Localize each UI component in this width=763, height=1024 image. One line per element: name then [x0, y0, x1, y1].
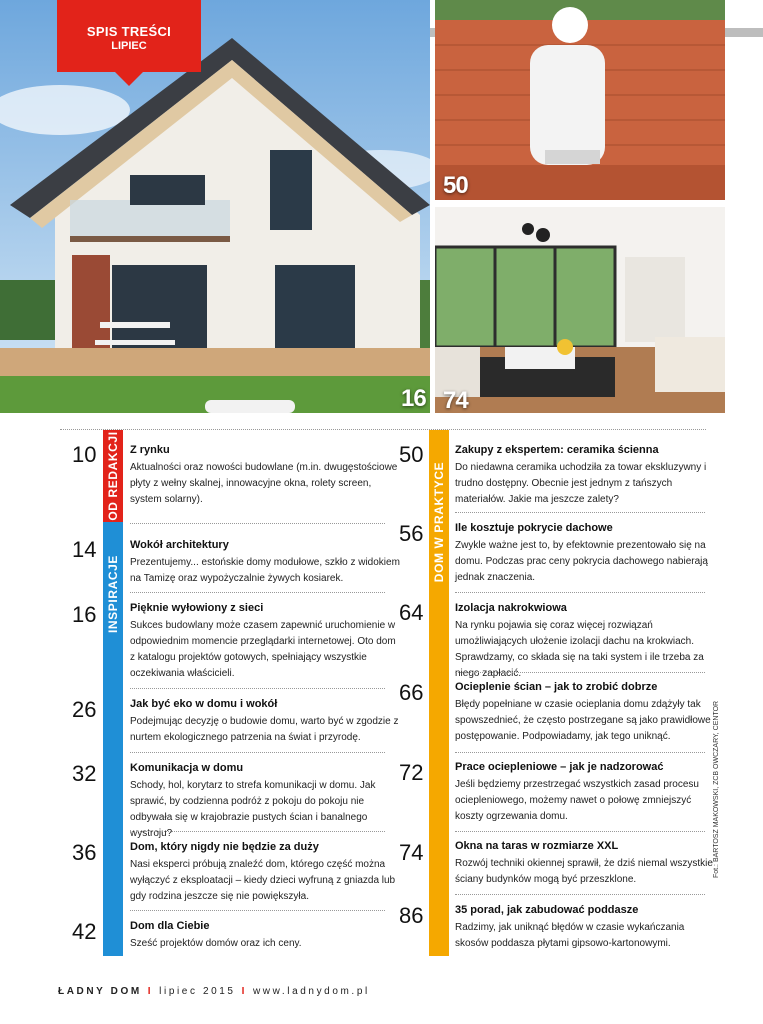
entry-desc: Sukces budowlany może czasem zapewnić uruchomienie w odpowiednim momencie przeglądarki internetowej. Oto dom z katalogu projektów gotowych, spełniający wszystkie oczekiwania właścicieli.: [130, 620, 396, 679]
entry-divider: [455, 672, 705, 673]
entry-title: Izolacja nakrokwiowa: [455, 602, 567, 614]
photo-page-label-16: 16: [401, 385, 426, 412]
page-ref: 14: [72, 537, 97, 562]
toc-entry[interactable]: [455, 681, 715, 745]
entry-divider: [130, 752, 385, 753]
section-bar-dom-w-praktyce: [429, 430, 449, 956]
page-ref: 26: [72, 697, 97, 722]
entry-title: Ocieplenie ścian – jak to zrobić dobrze: [455, 681, 658, 693]
top-separator: [60, 429, 706, 430]
footer-issue: lipiec 2015: [159, 986, 236, 997]
entry-divider: [130, 523, 385, 524]
footer-site[interactable]: www.ladnydom.pl: [252, 986, 370, 997]
page-ref: 64: [399, 600, 424, 625]
page-ref: 50: [399, 442, 424, 467]
entry-desc: Na rynku pojawia się coraz więcej rozwiązań umożliwiających ułożenie izolacji dachu na krokwiach. Sprawdzamy, co składa się na taki system i ile trzeba za niego zapłacić.: [455, 620, 704, 679]
entry-divider: [130, 688, 385, 689]
entry-desc: Zwykle ważne jest to, by efektownie prezentowało się na domu. Podczas prac ceny pokrycia dachowego nabierają jednak znaczenia.: [455, 540, 708, 583]
entry-desc: Aktualności oraz nowości budowlane (m.in. dwugęstościowe płyty z wełny skalnej, innowacyjne okna, rolety screen, system solarny).: [130, 462, 398, 505]
toc-entry[interactable]: [130, 920, 400, 952]
entry-title: Pięknie wyłowiony z sieci: [130, 602, 264, 614]
section-label-dom-w-praktyce: DOM W PRAKTYCE: [432, 461, 446, 583]
page-ref: 66: [399, 680, 424, 705]
entry-divider: [455, 831, 705, 832]
entry-desc: Rozwój techniki okiennej sprawił, że dziś niemal wszystkie ściany budynków mogą być przeszklone.: [455, 858, 713, 885]
page-ref: 32: [72, 761, 97, 786]
page-ref: 86: [399, 903, 424, 928]
toc-entry[interactable]: [130, 841, 400, 905]
toc-entry[interactable]: [130, 539, 400, 587]
section-bar-inspiracje: [103, 522, 123, 956]
footer-brand: ŁADNY DOM: [58, 986, 142, 997]
photo-bricklayer: [435, 0, 725, 200]
entry-desc: Prezentujemy... estońskie domy modułowe, szkło z widokiem na Tamizę oraz wypożyczalnie żywych kosiarek.: [130, 557, 400, 584]
entry-title: 35 porad, jak zabudować poddasze: [455, 904, 639, 916]
toc-entry[interactable]: [130, 762, 400, 842]
entry-divider: [455, 894, 705, 895]
page-ref: 56: [399, 521, 424, 546]
entry-desc: Nasi eksperci próbują znaleźć dom, którego część można wyłączyć z eksploatacji – kiedy dzieci wyfruną z gniazda lub gdy rodzina jeszcze się nie powiększyła.: [130, 859, 396, 902]
photo-page-label-74: 74: [443, 387, 468, 413]
entry-divider: [455, 592, 705, 593]
toc-entry[interactable]: [455, 840, 715, 888]
entry-title: Zakupy z ekspertem: ceramika ścienna: [455, 444, 659, 456]
entry-title: Dom dla Ciebie: [130, 920, 210, 932]
entry-desc: Do niedawna ceramika uchodziła za towar ekskluzywny i trudno dostępny. Obecnie jest jednym z tańszych materiałów. Jakie ma jeszcze zalety?: [455, 462, 707, 505]
page-ref: 36: [72, 840, 97, 865]
entry-title: Okna na taras w rozmiarze XXL: [455, 840, 619, 852]
page-ref: 74: [399, 840, 424, 865]
toc-entry[interactable]: [455, 904, 715, 952]
toc-entry[interactable]: [455, 444, 715, 508]
entry-divider: [130, 592, 385, 593]
toc-month: LIPIEC: [111, 40, 147, 52]
entry-divider: [130, 831, 385, 832]
toc-title: SPIS TREŚCI: [86, 24, 172, 39]
footer: ŁADNY DOM I lipiec 2015 I www.ladnydom.pl: [58, 986, 370, 997]
entry-desc: Radzimy, jak uniknąć błędów w czasie wykańczania skosów poddasza płytami gipsowo-kartonowymi.: [455, 922, 685, 949]
page-ref: 10: [72, 442, 97, 467]
toc-header-tab: [57, 0, 201, 72]
toc-tab-arrow: [115, 72, 143, 86]
entry-desc: Schody, hol, korytarz to strefa komunikacji w domu. Jak sprawić, by codzienna podróż z pokoju do pokoju nie odbywała się w krajobrazie pustych ścian i banalnego wystroju?: [130, 780, 376, 839]
photo-page-label-50: 50: [443, 172, 468, 199]
photo-credit: Fot.: BARTOSZ MAKOWSKI, ZCB OWCZARY, CENTOR: [713, 700, 720, 878]
page-ref: 72: [399, 760, 424, 785]
section-label-od-redakcji: OD REDAKCJI: [106, 431, 120, 521]
entry-title: Ile kosztuje pokrycie dachowe: [455, 522, 613, 534]
entry-title: Dom, który nigdy nie będzie za duży: [130, 841, 319, 853]
entry-desc: Błędy popełniane w czasie ocieplania domu zdążyły tak spowszednieć, że często postrzegane są jako prawidłowe postępowanie. Podpowiadamy, jak tego uniknąć.: [455, 699, 711, 742]
toc-entry[interactable]: [455, 522, 715, 586]
entry-divider: [455, 512, 705, 513]
toc-entry[interactable]: [130, 698, 400, 746]
entry-title: Z rynku: [130, 444, 170, 456]
entry-divider: [455, 752, 705, 753]
page-ref: 42: [72, 919, 97, 944]
entry-title: Prace ociepleniowe – jak je nadzorować: [455, 761, 664, 773]
photo-interior: [435, 207, 725, 413]
entry-desc: Podejmując decyzję o budowie domu, warto być w zgodzie z nurtem ekologicznego patrzenia na świat i przyrodę.: [130, 716, 399, 743]
toc-entry[interactable]: [130, 444, 400, 508]
entry-title: Jak być eko w domu i wokół: [130, 698, 278, 710]
section-label-inspiracje: INSPIRACJE: [106, 554, 120, 634]
entry-title: Wokół architektury: [130, 539, 229, 551]
page-ref: 16: [72, 602, 97, 627]
entry-desc: Sześć projektów domów oraz ich ceny.: [130, 938, 302, 949]
entry-desc: Jeśli będziemy przestrzegać wszystkich zasad procesu ociepleniowego, możemy nawet o połowę zmniejszyć koszty ogrzewania domu.: [455, 779, 699, 822]
entry-divider: [130, 910, 385, 911]
section-bar-od-redakcji: [103, 430, 123, 522]
entry-title: Komunikacja w domu: [130, 762, 244, 774]
toc-entry[interactable]: [130, 602, 400, 682]
toc-entry[interactable]: [455, 761, 715, 825]
toc-entry[interactable]: [455, 602, 715, 682]
